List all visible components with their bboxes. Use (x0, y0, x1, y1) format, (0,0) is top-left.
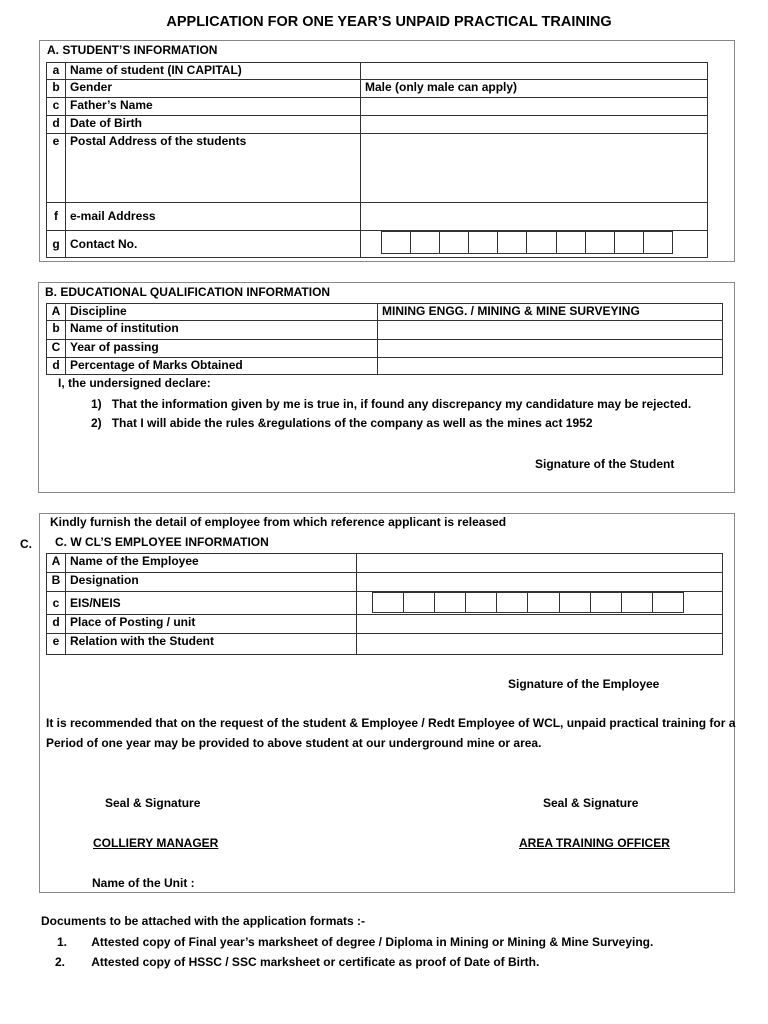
section-b-heading: B. EDUCATIONAL QUALIFICATION INFORMATION (45, 285, 331, 299)
posting-field[interactable] (357, 615, 723, 634)
unit-name-label: Name of the Unit : (92, 876, 195, 890)
employee-name-field[interactable] (357, 554, 723, 573)
eis-number-boxes[interactable] (372, 592, 684, 613)
section-c-heading: C. W CL’S EMPLOYEE INFORMATION (55, 535, 269, 549)
row-key: d (47, 615, 66, 634)
row-key: c (47, 98, 66, 116)
field-label: Father’s Name (66, 98, 361, 116)
field-label: Name of the Employee (66, 554, 357, 573)
digit-box[interactable] (526, 232, 555, 253)
document-item-2 (55, 955, 539, 969)
table-row (47, 80, 708, 98)
page-title: APPLICATION FOR ONE YEAR’S UNPAID PRACTICAL TRAINING (166, 14, 612, 30)
field-label: Contact No. (66, 231, 361, 258)
item-number: 2. (55, 955, 66, 969)
seal-signature-left: Seal & Signature (105, 796, 201, 810)
row-key: g (47, 231, 66, 258)
digit-box[interactable] (382, 232, 410, 253)
row-key: b (47, 321, 66, 340)
digit-box[interactable] (373, 593, 403, 612)
table-row (47, 203, 708, 231)
table-row (47, 573, 723, 592)
row-key: e (47, 634, 66, 655)
row-key: A (47, 304, 66, 321)
dob-field[interactable] (361, 116, 708, 134)
table-row (47, 340, 723, 358)
area-training-officer-label: AREA TRAINING OFFICER (519, 836, 670, 850)
designation-field[interactable] (357, 573, 723, 592)
declaration-point-2 (91, 416, 593, 430)
digit-box[interactable] (556, 232, 585, 253)
digit-box[interactable] (465, 593, 496, 612)
table-row (47, 321, 723, 340)
employee-table (46, 553, 723, 655)
field-label: Postal Address of the students (66, 134, 361, 203)
table-row (47, 304, 723, 321)
student-signature-label: Signature of the Student (535, 457, 675, 471)
section-c-intro: Kindly furnish the detail of employee from which reference applicant is released (50, 515, 507, 529)
digit-box[interactable] (559, 593, 590, 612)
item-text: Attested copy of HSSC / SSC marksheet or certificate as proof of Date of Birth. (91, 955, 540, 969)
digit-box[interactable] (468, 232, 497, 253)
employee-signature-label: Signature of the Employee (508, 677, 660, 691)
field-label: Gender (66, 80, 361, 98)
digit-box[interactable] (439, 232, 468, 253)
field-label: Discipline (66, 304, 378, 321)
student-info-table (46, 62, 708, 258)
postal-address-field[interactable] (361, 134, 708, 203)
table-row (47, 615, 723, 634)
row-key: d (47, 116, 66, 134)
point-text: That the information given by me is true in, if found any discrepancy my candidature may be rejected. (111, 397, 692, 411)
row-key: B (47, 573, 66, 592)
row-key: A (47, 554, 66, 573)
recommendation-line-1: It is recommended that on the request of the student & Employee / Redt Employee of WCL, unpaid practical training for a (46, 716, 736, 730)
row-key: b (47, 80, 66, 98)
row-key: C (47, 340, 66, 358)
item-text: Attested copy of Final year’s marksheet of degree / Diploma in Mining or Mining & Mine Surveying. (91, 935, 654, 949)
father-name-field[interactable] (361, 98, 708, 116)
table-row (47, 231, 708, 258)
row-key: e (47, 134, 66, 203)
digit-box[interactable] (410, 232, 439, 253)
field-label: Relation with the Student (66, 634, 357, 655)
field-label: Name of institution (66, 321, 378, 340)
digit-box[interactable] (403, 593, 434, 612)
row-key: f (47, 203, 66, 231)
gender-field[interactable]: Male (only male can apply) (361, 80, 708, 98)
table-row (47, 63, 708, 80)
point-number: 2) (91, 416, 102, 430)
table-row (47, 116, 708, 134)
digit-box[interactable] (496, 593, 527, 612)
contact-cell (361, 231, 708, 258)
year-of-passing-field[interactable] (378, 340, 723, 358)
email-field[interactable] (361, 203, 708, 231)
item-number: 1. (57, 935, 68, 949)
student-name-field[interactable] (361, 63, 708, 80)
section-a-heading: A. STUDENT’S INFORMATION (47, 43, 218, 57)
field-label: EIS/NEIS (66, 592, 357, 615)
digit-box[interactable] (585, 232, 614, 253)
field-label: Place of Posting / unit (66, 615, 357, 634)
declaration-point-1 (91, 397, 691, 411)
recommendation-line-2: Period of one year may be provided to above student at our underground mine or area. (46, 736, 542, 750)
table-row (47, 554, 723, 573)
point-text: That I will abide the rules &regulations of the company as well as the mines act 1952 (111, 416, 593, 430)
institution-field[interactable] (378, 321, 723, 340)
section-c-side-label: C. (20, 537, 32, 551)
field-label: Percentage of Marks Obtained (66, 358, 378, 375)
table-row (47, 134, 708, 203)
document-item-1 (57, 935, 653, 949)
point-number: 1) (91, 397, 102, 411)
table-row (47, 358, 723, 375)
digit-box[interactable] (621, 593, 652, 612)
table-row (47, 592, 723, 615)
field-label: Year of passing (66, 340, 378, 358)
relation-field[interactable] (357, 634, 723, 655)
digit-box[interactable] (652, 593, 683, 612)
digit-box[interactable] (614, 232, 643, 253)
digit-box[interactable] (527, 593, 558, 612)
declaration-heading: I, the undersigned declare: (58, 376, 211, 390)
table-row (47, 634, 723, 655)
eis-cell (357, 592, 723, 615)
discipline-field[interactable]: MINING ENGG. / MINING & MINE SURVEYING (378, 304, 723, 321)
seal-signature-right: Seal & Signature (543, 796, 639, 810)
documents-heading: Documents to be attached with the application formats :- (41, 914, 366, 928)
field-label: Name of student (IN CAPITAL) (66, 63, 361, 80)
digit-box[interactable] (590, 593, 621, 612)
row-key: d (47, 358, 66, 375)
colliery-manager-label: COLLIERY MANAGER (93, 836, 219, 850)
field-label: e-mail Address (66, 203, 361, 231)
digit-box[interactable] (643, 232, 672, 253)
digit-box[interactable] (434, 593, 465, 612)
field-label: Designation (66, 573, 357, 592)
row-key: a (47, 63, 66, 80)
field-label: Date of Birth (66, 116, 361, 134)
row-key: c (47, 592, 66, 615)
contact-number-boxes[interactable] (381, 231, 673, 254)
digit-box[interactable] (497, 232, 526, 253)
education-table (46, 303, 723, 375)
marks-percentage-field[interactable] (378, 358, 723, 375)
table-row (47, 98, 708, 116)
